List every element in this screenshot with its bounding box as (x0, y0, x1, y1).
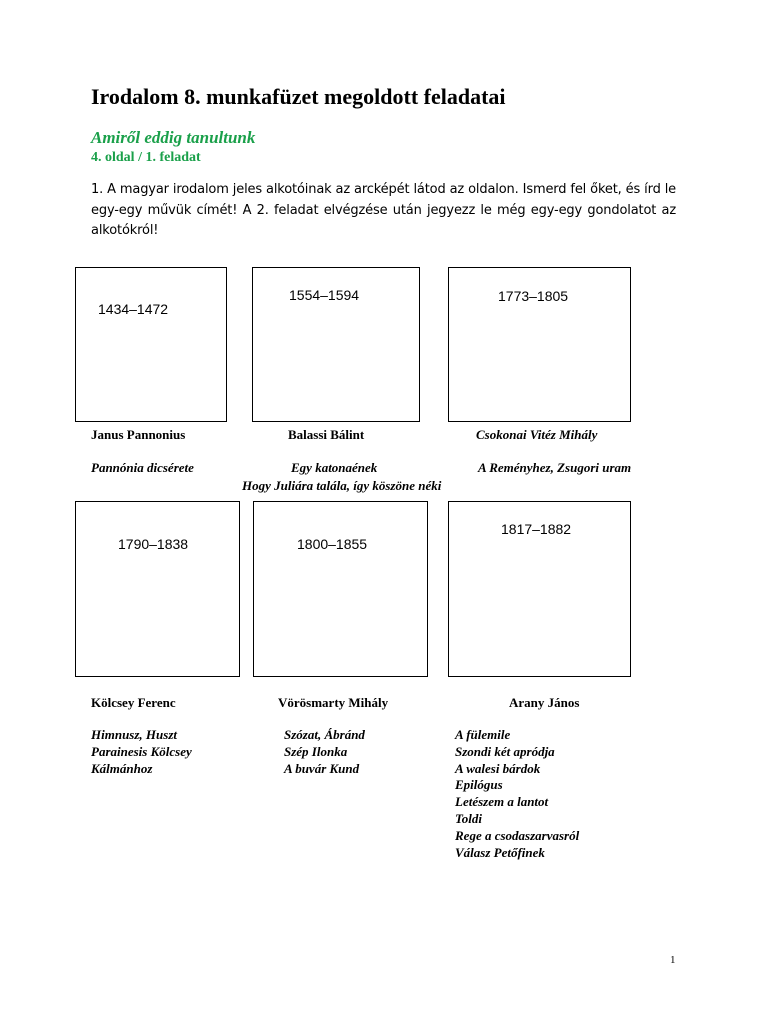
work-title: A walesi bárdok (455, 760, 541, 776)
work-title: Parainesis Kölcsey (91, 743, 192, 759)
portrait-box-vorosmarty-mihaly (253, 501, 428, 677)
work-title: Egy katonaének (291, 460, 378, 475)
task-reference: 4. oldal / 1. feladat (91, 150, 201, 165)
task-instruction: 1. A magyar irodalom jeles alkotóinak az arcképét látod az oldalon. Ismerd fel őket, és írd le egy-egy művük címét! A 2. feladat elvégzése után jegyezz le még egy-egy gondolatot az alkotókról! (91, 182, 676, 238)
author-name: Kölcsey Ferenc (91, 695, 176, 710)
portrait-box-kolcsey-ferenc (75, 501, 240, 677)
work-title: Válasz Petőfinek (455, 844, 545, 860)
author-name: Vörösmarty Mihály (278, 695, 389, 710)
author-name: Arany János (509, 695, 580, 710)
page-title: Irodalom 8. munkafüzet megoldott feladatai (91, 84, 506, 109)
work-list-vorosmarty (284, 727, 365, 777)
work-title: Epilógus (455, 777, 503, 793)
years-label: 1554–1594 (289, 287, 360, 303)
portrait-box-janus-pannonius (75, 267, 227, 422)
author-name: Csokonai Vitéz Mihály (476, 427, 598, 442)
work-title: Himnusz, Huszt (91, 727, 177, 742)
author-name: Balassi Bálint (288, 427, 365, 442)
work-title: Kálmánhoz (91, 760, 153, 776)
years-label: 1434–1472 (98, 301, 169, 317)
section-subtitle: Amiről eddig tanultunk (91, 128, 256, 147)
work-title: Szép Ilonka (284, 743, 348, 759)
work-title: A buvár Kund (284, 760, 360, 776)
years-label: 1800–1855 (297, 536, 368, 552)
work-title: Pannónia dicsérete (91, 460, 194, 475)
work-title: Szózat, Ábránd (284, 727, 365, 742)
portrait-box-arany-janos (448, 501, 631, 677)
portrait-box-balassi-balint (252, 267, 420, 422)
work-title: A fülemile (455, 727, 511, 742)
work-title: Szondi két apródja (455, 743, 555, 759)
work-list-arany (455, 727, 579, 861)
years-label: 1773–1805 (498, 288, 569, 304)
years-label: 1790–1838 (118, 536, 189, 552)
work-list-kolcsey (91, 727, 192, 777)
page-number: 1 (670, 954, 676, 966)
work-title: Hogy Juliára talála, így köszöne néki (242, 478, 442, 493)
years-label: 1817–1882 (501, 521, 572, 537)
work-title: Toldi (455, 810, 482, 826)
author-name: Janus Pannonius (91, 427, 186, 442)
work-title: Rege a csodaszarvasról (455, 827, 580, 843)
work-title: Letészem a lantot (455, 794, 549, 810)
portrait-box-csokonai (448, 267, 631, 422)
work-title: A Reményhez, Zsugori uram (478, 460, 632, 475)
